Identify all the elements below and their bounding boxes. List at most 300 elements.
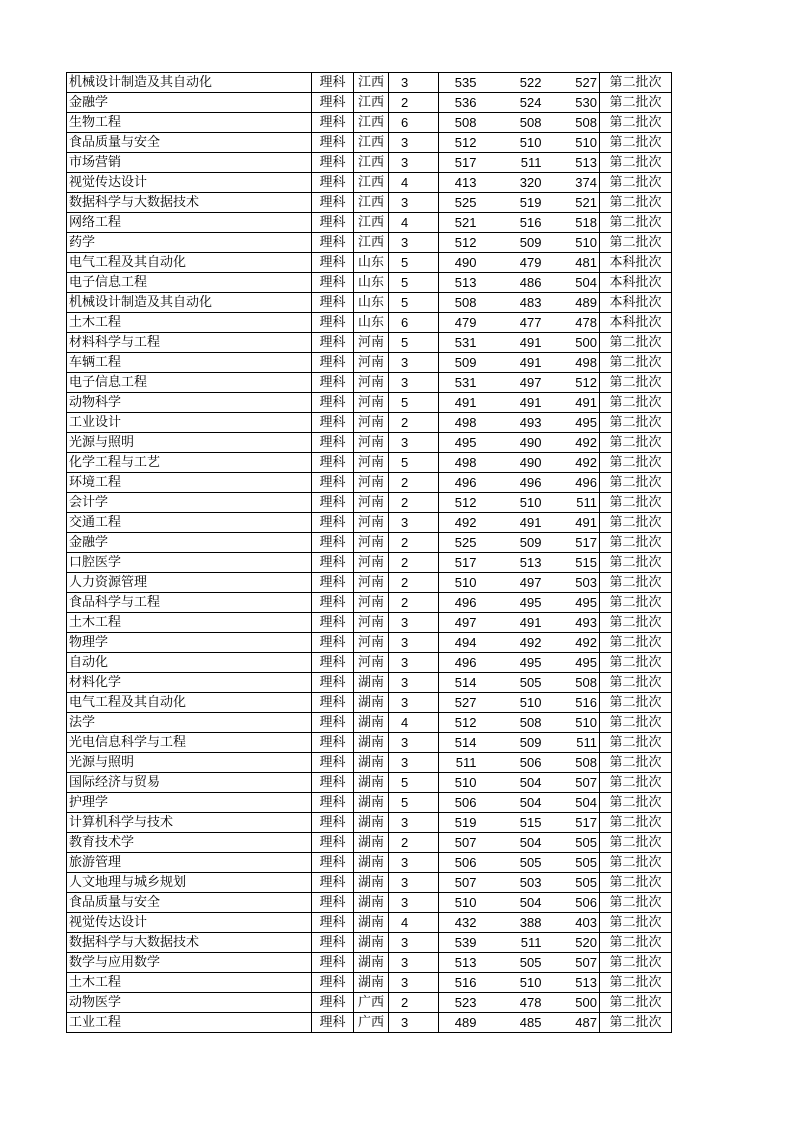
table-row bbox=[67, 193, 672, 213]
major-cell: 口腔医学 bbox=[67, 553, 312, 573]
batch-cell: 第二批次 bbox=[600, 873, 672, 893]
min-score-cell: 505 bbox=[479, 853, 544, 873]
quota-cell: 3 bbox=[389, 613, 439, 633]
max-score-cell: 511 bbox=[439, 753, 479, 773]
quota-cell: 3 bbox=[389, 73, 439, 93]
quota-cell: 5 bbox=[389, 273, 439, 293]
quota-cell: 3 bbox=[389, 133, 439, 153]
batch-cell: 第二批次 bbox=[600, 893, 672, 913]
batch-cell: 第二批次 bbox=[600, 533, 672, 553]
table-row bbox=[67, 713, 672, 733]
province-cell: 山东 bbox=[354, 273, 389, 293]
batch-cell: 第二批次 bbox=[600, 93, 672, 113]
max-score-cell: 519 bbox=[439, 813, 479, 833]
subject-cell: 理科 bbox=[312, 533, 354, 553]
batch-cell: 第二批次 bbox=[600, 113, 672, 133]
province-cell: 河南 bbox=[354, 653, 389, 673]
subject-cell: 理科 bbox=[312, 333, 354, 353]
max-score-cell: 494 bbox=[439, 633, 479, 653]
major-cell: 电气工程及其自动化 bbox=[67, 693, 312, 713]
batch-cell: 第二批次 bbox=[600, 793, 672, 813]
province-cell: 河南 bbox=[354, 553, 389, 573]
province-cell: 河南 bbox=[354, 633, 389, 653]
table-row bbox=[67, 833, 672, 853]
subject-cell: 理科 bbox=[312, 373, 354, 393]
major-cell: 计算机科学与技术 bbox=[67, 813, 312, 833]
avg-score-cell: 491 bbox=[544, 513, 600, 533]
min-score-cell: 522 bbox=[479, 73, 544, 93]
batch-cell: 第二批次 bbox=[600, 153, 672, 173]
major-cell: 护理学 bbox=[67, 793, 312, 813]
max-score-cell: 507 bbox=[439, 873, 479, 893]
major-cell: 市场营销 bbox=[67, 153, 312, 173]
avg-score-cell: 506 bbox=[544, 893, 600, 913]
major-cell: 法学 bbox=[67, 713, 312, 733]
quota-cell: 3 bbox=[389, 233, 439, 253]
quota-cell: 3 bbox=[389, 373, 439, 393]
max-score-cell: 496 bbox=[439, 653, 479, 673]
avg-score-cell: 507 bbox=[544, 773, 600, 793]
max-score-cell: 516 bbox=[439, 973, 479, 993]
batch-cell: 第二批次 bbox=[600, 833, 672, 853]
table-row bbox=[67, 593, 672, 613]
table-row bbox=[67, 353, 672, 373]
major-cell: 工业工程 bbox=[67, 1013, 312, 1033]
min-score-cell: 516 bbox=[479, 213, 544, 233]
avg-score-cell: 489 bbox=[544, 293, 600, 313]
subject-cell: 理科 bbox=[312, 773, 354, 793]
subject-cell: 理科 bbox=[312, 393, 354, 413]
major-cell: 食品质量与安全 bbox=[67, 133, 312, 153]
subject-cell: 理科 bbox=[312, 913, 354, 933]
min-score-cell: 505 bbox=[479, 673, 544, 693]
major-cell: 电气工程及其自动化 bbox=[67, 253, 312, 273]
table-row bbox=[67, 373, 672, 393]
major-cell: 土木工程 bbox=[67, 313, 312, 333]
subject-cell: 理科 bbox=[312, 953, 354, 973]
table-row bbox=[67, 493, 672, 513]
min-score-cell: 519 bbox=[479, 193, 544, 213]
subject-cell: 理科 bbox=[312, 733, 354, 753]
subject-cell: 理科 bbox=[312, 813, 354, 833]
quota-cell: 4 bbox=[389, 913, 439, 933]
major-cell: 机械设计制造及其自动化 bbox=[67, 293, 312, 313]
major-cell: 旅游管理 bbox=[67, 853, 312, 873]
avg-score-cell: 516 bbox=[544, 693, 600, 713]
subject-cell: 理科 bbox=[312, 93, 354, 113]
table-row bbox=[67, 813, 672, 833]
table-row bbox=[67, 313, 672, 333]
province-cell: 湖南 bbox=[354, 813, 389, 833]
max-score-cell: 479 bbox=[439, 313, 479, 333]
avg-score-cell: 495 bbox=[544, 413, 600, 433]
avg-score-cell: 511 bbox=[544, 733, 600, 753]
avg-score-cell: 513 bbox=[544, 973, 600, 993]
avg-score-cell: 517 bbox=[544, 533, 600, 553]
min-score-cell: 483 bbox=[479, 293, 544, 313]
major-cell: 会计学 bbox=[67, 493, 312, 513]
max-score-cell: 531 bbox=[439, 333, 479, 353]
major-cell: 交通工程 bbox=[67, 513, 312, 533]
quota-cell: 3 bbox=[389, 693, 439, 713]
province-cell: 江西 bbox=[354, 73, 389, 93]
quota-cell: 2 bbox=[389, 473, 439, 493]
max-score-cell: 489 bbox=[439, 1013, 479, 1033]
min-score-cell: 492 bbox=[479, 633, 544, 653]
table-row bbox=[67, 213, 672, 233]
max-score-cell: 525 bbox=[439, 533, 479, 553]
subject-cell: 理科 bbox=[312, 453, 354, 473]
batch-cell: 第二批次 bbox=[600, 433, 672, 453]
max-score-cell: 495 bbox=[439, 433, 479, 453]
subject-cell: 理科 bbox=[312, 313, 354, 333]
batch-cell: 第二批次 bbox=[600, 733, 672, 753]
major-cell: 光源与照明 bbox=[67, 753, 312, 773]
quota-cell: 3 bbox=[389, 673, 439, 693]
batch-cell: 第二批次 bbox=[600, 473, 672, 493]
quota-cell: 3 bbox=[389, 1013, 439, 1033]
quota-cell: 3 bbox=[389, 933, 439, 953]
max-score-cell: 523 bbox=[439, 993, 479, 1013]
batch-cell: 第二批次 bbox=[600, 913, 672, 933]
subject-cell: 理科 bbox=[312, 193, 354, 213]
table-row bbox=[67, 693, 672, 713]
table-row bbox=[67, 273, 672, 293]
batch-cell: 第二批次 bbox=[600, 553, 672, 573]
table-row bbox=[67, 973, 672, 993]
subject-cell: 理科 bbox=[312, 853, 354, 873]
province-cell: 湖南 bbox=[354, 833, 389, 853]
table-row bbox=[67, 533, 672, 553]
avg-score-cell: 403 bbox=[544, 913, 600, 933]
province-cell: 河南 bbox=[354, 453, 389, 473]
province-cell: 山东 bbox=[354, 313, 389, 333]
min-score-cell: 491 bbox=[479, 613, 544, 633]
province-cell: 湖南 bbox=[354, 893, 389, 913]
table-row bbox=[67, 113, 672, 133]
batch-cell: 第二批次 bbox=[600, 233, 672, 253]
min-score-cell: 495 bbox=[479, 653, 544, 673]
table-row bbox=[67, 233, 672, 253]
min-score-cell: 515 bbox=[479, 813, 544, 833]
min-score-cell: 510 bbox=[479, 493, 544, 513]
min-score-cell: 506 bbox=[479, 753, 544, 773]
avg-score-cell: 492 bbox=[544, 433, 600, 453]
avg-score-cell: 508 bbox=[544, 673, 600, 693]
quota-cell: 2 bbox=[389, 573, 439, 593]
max-score-cell: 513 bbox=[439, 273, 479, 293]
quota-cell: 2 bbox=[389, 833, 439, 853]
subject-cell: 理科 bbox=[312, 873, 354, 893]
min-score-cell: 485 bbox=[479, 1013, 544, 1033]
table-row bbox=[67, 133, 672, 153]
subject-cell: 理科 bbox=[312, 353, 354, 373]
subject-cell: 理科 bbox=[312, 413, 354, 433]
quota-cell: 2 bbox=[389, 993, 439, 1013]
subject-cell: 理科 bbox=[312, 973, 354, 993]
min-score-cell: 491 bbox=[479, 393, 544, 413]
province-cell: 江西 bbox=[354, 153, 389, 173]
min-score-cell: 486 bbox=[479, 273, 544, 293]
subject-cell: 理科 bbox=[312, 653, 354, 673]
min-score-cell: 491 bbox=[479, 333, 544, 353]
province-cell: 江西 bbox=[354, 233, 389, 253]
batch-cell: 第二批次 bbox=[600, 813, 672, 833]
province-cell: 湖南 bbox=[354, 973, 389, 993]
major-cell: 动物科学 bbox=[67, 393, 312, 413]
quota-cell: 3 bbox=[389, 813, 439, 833]
batch-cell: 第二批次 bbox=[600, 1013, 672, 1033]
table-row bbox=[67, 633, 672, 653]
subject-cell: 理科 bbox=[312, 173, 354, 193]
subject-cell: 理科 bbox=[312, 893, 354, 913]
max-score-cell: 413 bbox=[439, 173, 479, 193]
batch-cell: 第二批次 bbox=[600, 173, 672, 193]
table-row bbox=[67, 893, 672, 913]
major-cell: 人文地理与城乡规划 bbox=[67, 873, 312, 893]
quota-cell: 5 bbox=[389, 253, 439, 273]
max-score-cell: 525 bbox=[439, 193, 479, 213]
province-cell: 河南 bbox=[354, 433, 389, 453]
major-cell: 数学与应用数学 bbox=[67, 953, 312, 973]
min-score-cell: 503 bbox=[479, 873, 544, 893]
min-score-cell: 513 bbox=[479, 553, 544, 573]
major-cell: 光源与照明 bbox=[67, 433, 312, 453]
subject-cell: 理科 bbox=[312, 113, 354, 133]
province-cell: 河南 bbox=[354, 513, 389, 533]
max-score-cell: 536 bbox=[439, 93, 479, 113]
table-row bbox=[67, 573, 672, 593]
min-score-cell: 490 bbox=[479, 433, 544, 453]
quota-cell: 3 bbox=[389, 853, 439, 873]
province-cell: 河南 bbox=[354, 413, 389, 433]
major-cell: 药学 bbox=[67, 233, 312, 253]
province-cell: 河南 bbox=[354, 373, 389, 393]
subject-cell: 理科 bbox=[312, 993, 354, 1013]
min-score-cell: 524 bbox=[479, 93, 544, 113]
subject-cell: 理科 bbox=[312, 73, 354, 93]
subject-cell: 理科 bbox=[312, 573, 354, 593]
avg-score-cell: 478 bbox=[544, 313, 600, 333]
province-cell: 湖南 bbox=[354, 713, 389, 733]
max-score-cell: 492 bbox=[439, 513, 479, 533]
province-cell: 湖南 bbox=[354, 673, 389, 693]
quota-cell: 2 bbox=[389, 553, 439, 573]
province-cell: 山东 bbox=[354, 293, 389, 313]
min-score-cell: 497 bbox=[479, 373, 544, 393]
batch-cell: 第二批次 bbox=[600, 213, 672, 233]
major-cell: 光电信息科学与工程 bbox=[67, 733, 312, 753]
quota-cell: 3 bbox=[389, 973, 439, 993]
province-cell: 江西 bbox=[354, 193, 389, 213]
subject-cell: 理科 bbox=[312, 933, 354, 953]
table-row bbox=[67, 873, 672, 893]
subject-cell: 理科 bbox=[312, 693, 354, 713]
max-score-cell: 432 bbox=[439, 913, 479, 933]
avg-score-cell: 493 bbox=[544, 613, 600, 633]
subject-cell: 理科 bbox=[312, 493, 354, 513]
avg-score-cell: 505 bbox=[544, 853, 600, 873]
batch-cell: 第二批次 bbox=[600, 573, 672, 593]
max-score-cell: 517 bbox=[439, 553, 479, 573]
avg-score-cell: 508 bbox=[544, 113, 600, 133]
max-score-cell: 498 bbox=[439, 413, 479, 433]
max-score-cell: 512 bbox=[439, 133, 479, 153]
table-row bbox=[67, 553, 672, 573]
batch-cell: 第二批次 bbox=[600, 673, 672, 693]
quota-cell: 3 bbox=[389, 353, 439, 373]
batch-cell: 第二批次 bbox=[600, 373, 672, 393]
table-row bbox=[67, 733, 672, 753]
avg-score-cell: 505 bbox=[544, 833, 600, 853]
max-score-cell: 510 bbox=[439, 773, 479, 793]
table-row bbox=[67, 933, 672, 953]
batch-cell: 第二批次 bbox=[600, 333, 672, 353]
subject-cell: 理科 bbox=[312, 713, 354, 733]
avg-score-cell: 510 bbox=[544, 133, 600, 153]
min-score-cell: 493 bbox=[479, 413, 544, 433]
province-cell: 河南 bbox=[354, 393, 389, 413]
subject-cell: 理科 bbox=[312, 513, 354, 533]
table-row bbox=[67, 173, 672, 193]
subject-cell: 理科 bbox=[312, 133, 354, 153]
subject-cell: 理科 bbox=[312, 673, 354, 693]
min-score-cell: 320 bbox=[479, 173, 544, 193]
major-cell: 数据科学与大数据技术 bbox=[67, 933, 312, 953]
batch-cell: 第二批次 bbox=[600, 773, 672, 793]
min-score-cell: 491 bbox=[479, 513, 544, 533]
max-score-cell: 510 bbox=[439, 893, 479, 913]
subject-cell: 理科 bbox=[312, 833, 354, 853]
province-cell: 河南 bbox=[354, 593, 389, 613]
major-cell: 材料科学与工程 bbox=[67, 333, 312, 353]
max-score-cell: 514 bbox=[439, 673, 479, 693]
table-row bbox=[67, 1013, 672, 1033]
table-row bbox=[67, 453, 672, 473]
max-score-cell: 507 bbox=[439, 833, 479, 853]
batch-cell: 第二批次 bbox=[600, 633, 672, 653]
avg-score-cell: 511 bbox=[544, 493, 600, 513]
quota-cell: 5 bbox=[389, 793, 439, 813]
table-row bbox=[67, 93, 672, 113]
batch-cell: 第二批次 bbox=[600, 493, 672, 513]
table-row bbox=[67, 673, 672, 693]
min-score-cell: 511 bbox=[479, 153, 544, 173]
quota-cell: 3 bbox=[389, 193, 439, 213]
min-score-cell: 388 bbox=[479, 913, 544, 933]
table-row bbox=[67, 773, 672, 793]
max-score-cell: 496 bbox=[439, 473, 479, 493]
quota-cell: 3 bbox=[389, 753, 439, 773]
admission-score-table bbox=[66, 72, 672, 1033]
max-score-cell: 497 bbox=[439, 613, 479, 633]
avg-score-cell: 481 bbox=[544, 253, 600, 273]
table-row bbox=[67, 513, 672, 533]
min-score-cell: 504 bbox=[479, 773, 544, 793]
quota-cell: 3 bbox=[389, 633, 439, 653]
quota-cell: 5 bbox=[389, 333, 439, 353]
min-score-cell: 496 bbox=[479, 473, 544, 493]
quota-cell: 6 bbox=[389, 313, 439, 333]
quota-cell: 2 bbox=[389, 413, 439, 433]
major-cell: 网络工程 bbox=[67, 213, 312, 233]
major-cell: 车辆工程 bbox=[67, 353, 312, 373]
province-cell: 湖南 bbox=[354, 733, 389, 753]
avg-score-cell: 521 bbox=[544, 193, 600, 213]
batch-cell: 本科批次 bbox=[600, 293, 672, 313]
avg-score-cell: 491 bbox=[544, 393, 600, 413]
avg-score-cell: 513 bbox=[544, 153, 600, 173]
subject-cell: 理科 bbox=[312, 1013, 354, 1033]
major-cell: 教育技术学 bbox=[67, 833, 312, 853]
avg-score-cell: 500 bbox=[544, 333, 600, 353]
quota-cell: 3 bbox=[389, 953, 439, 973]
province-cell: 山东 bbox=[354, 253, 389, 273]
min-score-cell: 504 bbox=[479, 793, 544, 813]
major-cell: 动物医学 bbox=[67, 993, 312, 1013]
major-cell: 金融学 bbox=[67, 533, 312, 553]
batch-cell: 第二批次 bbox=[600, 753, 672, 773]
batch-cell: 第二批次 bbox=[600, 993, 672, 1013]
province-cell: 广西 bbox=[354, 1013, 389, 1033]
quota-cell: 5 bbox=[389, 773, 439, 793]
avg-score-cell: 520 bbox=[544, 933, 600, 953]
min-score-cell: 495 bbox=[479, 593, 544, 613]
subject-cell: 理科 bbox=[312, 213, 354, 233]
batch-cell: 第二批次 bbox=[600, 853, 672, 873]
avg-score-cell: 510 bbox=[544, 713, 600, 733]
max-score-cell: 506 bbox=[439, 853, 479, 873]
quota-cell: 3 bbox=[389, 433, 439, 453]
avg-score-cell: 495 bbox=[544, 593, 600, 613]
quota-cell: 3 bbox=[389, 653, 439, 673]
batch-cell: 第二批次 bbox=[600, 593, 672, 613]
table-row bbox=[67, 913, 672, 933]
major-cell: 人力资源管理 bbox=[67, 573, 312, 593]
table-row bbox=[67, 953, 672, 973]
quota-cell: 2 bbox=[389, 533, 439, 553]
max-score-cell: 512 bbox=[439, 233, 479, 253]
table-row bbox=[67, 853, 672, 873]
min-score-cell: 505 bbox=[479, 953, 544, 973]
batch-cell: 本科批次 bbox=[600, 253, 672, 273]
province-cell: 江西 bbox=[354, 213, 389, 233]
major-cell: 电子信息工程 bbox=[67, 373, 312, 393]
min-score-cell: 508 bbox=[479, 113, 544, 133]
major-cell: 机械设计制造及其自动化 bbox=[67, 73, 312, 93]
province-cell: 江西 bbox=[354, 133, 389, 153]
batch-cell: 第二批次 bbox=[600, 973, 672, 993]
major-cell: 物理学 bbox=[67, 633, 312, 653]
avg-score-cell: 498 bbox=[544, 353, 600, 373]
avg-score-cell: 492 bbox=[544, 633, 600, 653]
batch-cell: 第二批次 bbox=[600, 953, 672, 973]
major-cell: 电子信息工程 bbox=[67, 273, 312, 293]
province-cell: 湖南 bbox=[354, 873, 389, 893]
batch-cell: 第二批次 bbox=[600, 393, 672, 413]
table-row bbox=[67, 613, 672, 633]
avg-score-cell: 492 bbox=[544, 453, 600, 473]
table-row bbox=[67, 293, 672, 313]
province-cell: 湖南 bbox=[354, 753, 389, 773]
batch-cell: 第二批次 bbox=[600, 933, 672, 953]
table-row bbox=[67, 253, 672, 273]
major-cell: 国际经济与贸易 bbox=[67, 773, 312, 793]
batch-cell: 第二批次 bbox=[600, 693, 672, 713]
min-score-cell: 490 bbox=[479, 453, 544, 473]
quota-cell: 3 bbox=[389, 873, 439, 893]
major-cell: 自动化 bbox=[67, 653, 312, 673]
